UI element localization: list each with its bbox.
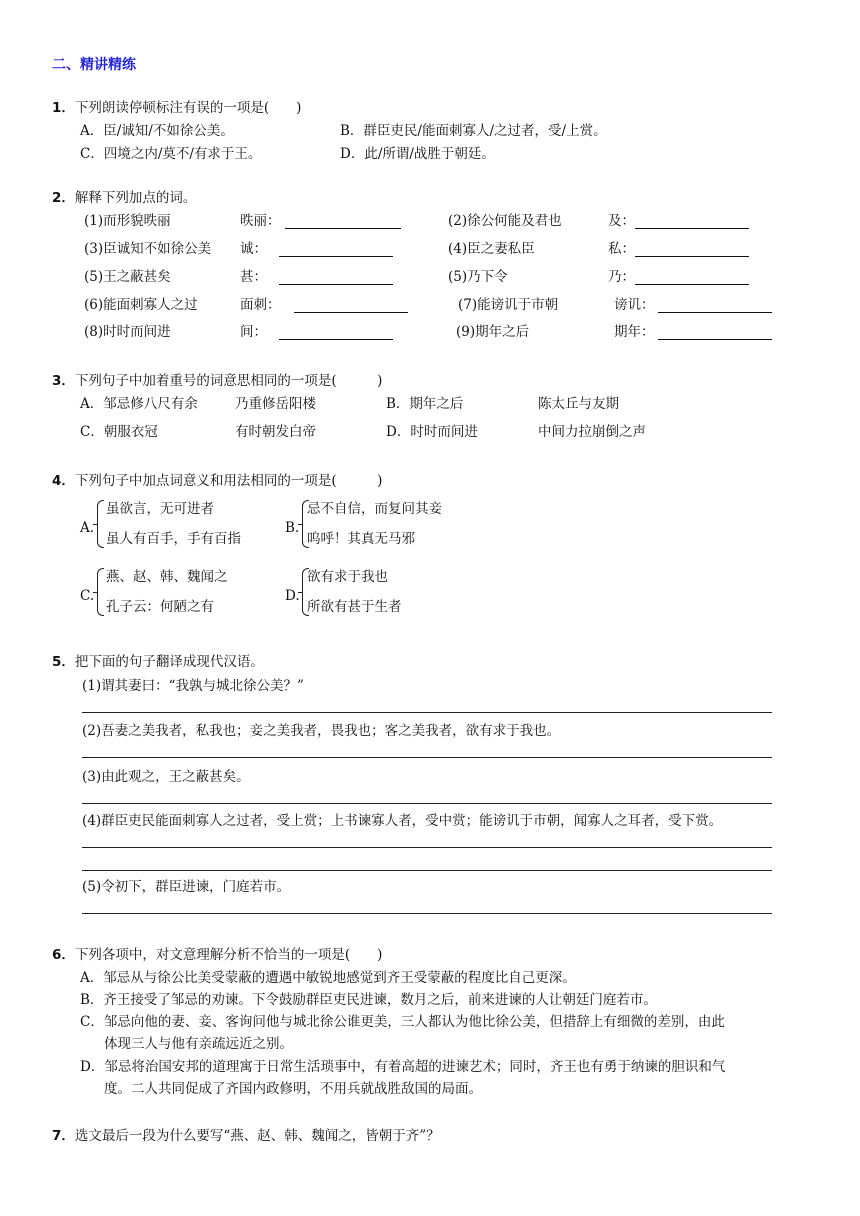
- q4-option-c-line2: 孔子云：何陋之有: [106, 599, 214, 615]
- q1-option-b: B．群臣吏民/能面刺寡人/之过者，受/上赏。: [340, 123, 607, 139]
- question-stem: 下列句子中加着重号的词意思相同的一项是( ): [74, 373, 383, 389]
- answer-line[interactable]: [82, 712, 772, 713]
- q3-option-a: A．邹忌修八尺有余: [80, 396, 198, 412]
- section-title: 二、精讲精练: [52, 57, 136, 73]
- q2-item-phrase: (2)徐公何能及君也: [448, 213, 562, 229]
- q2-item-label: 甚：: [240, 269, 267, 285]
- q4-option-b-line1: 忌不自信，而复问其妾: [307, 501, 442, 517]
- q6-option-b: B．齐王接受了邹忌的劝谏。下令鼓励群臣吏民进谏，数月之后，前来进谏的人让朝廷门庭若市。: [80, 992, 657, 1008]
- answer-line[interactable]: [82, 870, 772, 871]
- question-2: [52, 189, 196, 207]
- q2-item-phrase: (8)时时而间进: [84, 324, 171, 340]
- q6-option-a: A．邹忌从与徐公比美受蒙蔽的遭遇中敏锐地感觉到齐王受蒙蔽的程度比自己更深。: [80, 970, 576, 986]
- brace-icon: [97, 500, 104, 548]
- q4-option-b-label: B.: [285, 520, 300, 536]
- q1-option-c: C．四境之内/莫不/有求于王。: [80, 146, 262, 162]
- q3-option-a-pair: 乃重修岳阳楼: [235, 396, 316, 412]
- q2-item-label: 私：: [608, 241, 635, 257]
- answer-blank[interactable]: [279, 339, 393, 340]
- answer-blank[interactable]: [658, 312, 772, 313]
- q2-item-label: 乃：: [608, 269, 635, 285]
- question-number: 5．: [52, 654, 75, 670]
- q1-option-d: D．此/所谓/战胜于朝廷。: [340, 146, 495, 162]
- answer-blank[interactable]: [635, 284, 749, 285]
- q4-option-d-line1: 欲有求于我也: [307, 569, 388, 585]
- q3-option-c: C．朝服衣冠: [80, 424, 158, 440]
- q4-option-d-line2: 所欲有甚于生者: [307, 599, 402, 615]
- q2-item-label: 面刺：: [240, 297, 281, 313]
- question-stem: 下列句子中加点词意义和用法相同的一项是( ): [74, 473, 383, 489]
- q6-option-d-cont: 度。二人共同促成了齐国内政修明，不用兵就战胜敌国的局面。: [104, 1081, 482, 1097]
- q5-sentence-2: (2)吾妻之美我者，私我也；妾之美我者，畏我也；客之美我者，欲有求于我也。: [82, 723, 561, 739]
- question-number: 2．: [52, 190, 75, 206]
- answer-blank[interactable]: [635, 256, 749, 257]
- q2-item-label: 间：: [240, 324, 267, 340]
- question-stem: 把下面的句子翻译成现代汉语。: [74, 654, 264, 670]
- q5-sentence-5: (5)令初下，群臣进谏，门庭若市。: [82, 879, 291, 895]
- question-number: 4．: [52, 473, 75, 489]
- q4-option-a-label: A.: [80, 520, 95, 536]
- answer-blank[interactable]: [285, 228, 401, 229]
- q4-option-a-line2: 虽人有百手，手有百指: [106, 531, 241, 547]
- q2-item-phrase: (9)期年之后: [456, 324, 530, 340]
- q3-option-b-pair: 陈太丘与友期: [538, 396, 619, 412]
- question-number: 3．: [52, 373, 75, 389]
- question-stem: 解释下列加点的词。: [74, 190, 197, 206]
- answer-blank[interactable]: [279, 284, 393, 285]
- q2-item-label: 昳丽：: [240, 213, 281, 229]
- q2-item-phrase: (6)能面刺寡人之过: [84, 297, 198, 313]
- answer-line[interactable]: [82, 913, 772, 914]
- answer-line[interactable]: [82, 757, 772, 758]
- answer-line[interactable]: [82, 803, 772, 804]
- question-4: [52, 472, 382, 490]
- brace-icon: [97, 568, 104, 616]
- question-number: 7．: [52, 1128, 75, 1144]
- q3-option-d-pair: 中间力拉崩倒之声: [538, 424, 646, 440]
- answer-blank[interactable]: [294, 312, 408, 313]
- q5-sentence-3: (3)由此观之，王之蔽甚矣。: [82, 769, 250, 785]
- answer-line[interactable]: [82, 847, 772, 848]
- q6-option-c-cont: 体现三人与他有亲疏远近之别。: [104, 1036, 293, 1052]
- q2-item-phrase: (7)能谤讥于市朝: [458, 297, 559, 313]
- q2-item-phrase: (1)而形貌昳丽: [84, 213, 171, 229]
- question-stem: 下列朗读停顿标注有误的一项是( ): [74, 100, 302, 116]
- q4-option-c-label: C.: [80, 588, 95, 604]
- q5-sentence-1: (1)谓其妻曰：“我孰与城北徐公美？”: [82, 678, 304, 694]
- question-number: 1．: [52, 100, 75, 116]
- answer-blank[interactable]: [279, 256, 393, 257]
- question-3: [52, 372, 382, 390]
- question-number: 6．: [52, 947, 75, 963]
- q2-item-phrase: (4)臣之妻私臣: [448, 241, 535, 257]
- question-7: [52, 1127, 440, 1145]
- q6-option-c: C．邹忌向他的妻、妾、客询问他与城北徐公谁更美，三人都认为他比徐公美，但措辞上有细微的差别，由此: [80, 1014, 725, 1030]
- question-5: [52, 653, 264, 671]
- q2-item-label: 诚：: [240, 241, 267, 257]
- question-stem: 下列各项中，对文意理解分析不恰当的一项是( ): [74, 947, 383, 963]
- q2-item-phrase: (5)乃下令: [448, 269, 508, 285]
- q2-item-label: 及：: [608, 213, 635, 229]
- q3-option-b: B．期年之后: [386, 396, 464, 412]
- q4-option-a-line1: 虽欲言，无可进者: [106, 501, 214, 517]
- q2-item-label: 期年：: [614, 324, 655, 340]
- q2-item-phrase: (5)王之蔽甚矣: [84, 269, 171, 285]
- q2-item-label: 谤讥：: [614, 297, 655, 313]
- answer-blank[interactable]: [658, 339, 772, 340]
- q6-option-d: D．邹忌将治国安邦的道理寓于日常生活琐事中，有着高超的进谏艺术；同时，齐王也有勇于纳谏的胆识和气: [80, 1059, 726, 1075]
- answer-blank[interactable]: [635, 228, 749, 229]
- q4-option-b-line2: 呜呼！其真无马邪: [307, 531, 415, 547]
- q3-option-d: D．时时而间进: [386, 424, 478, 440]
- question-stem: 选文最后一段为什么要写“燕、赵、韩、魏闻之，皆朝于齐”？: [74, 1128, 440, 1144]
- q2-item-phrase: (3)臣诚知不如徐公美: [84, 241, 212, 257]
- q4-option-d-label: D.: [285, 588, 300, 604]
- q5-sentence-4: (4)群臣吏民能面刺寡人之过者，受上赏；上书谏寡人者，受中赏；能谤讥于市朝，闻寡人之耳者，受下赏。: [82, 813, 723, 829]
- q4-option-c-line1: 燕、赵、韩、魏闻之: [106, 569, 228, 585]
- q3-option-c-pair: 有时朝发白帝: [235, 424, 316, 440]
- question-1: [52, 99, 301, 117]
- q1-option-a: A．臣/诚知/不如徐公美。: [80, 123, 234, 139]
- question-6: [52, 946, 382, 964]
